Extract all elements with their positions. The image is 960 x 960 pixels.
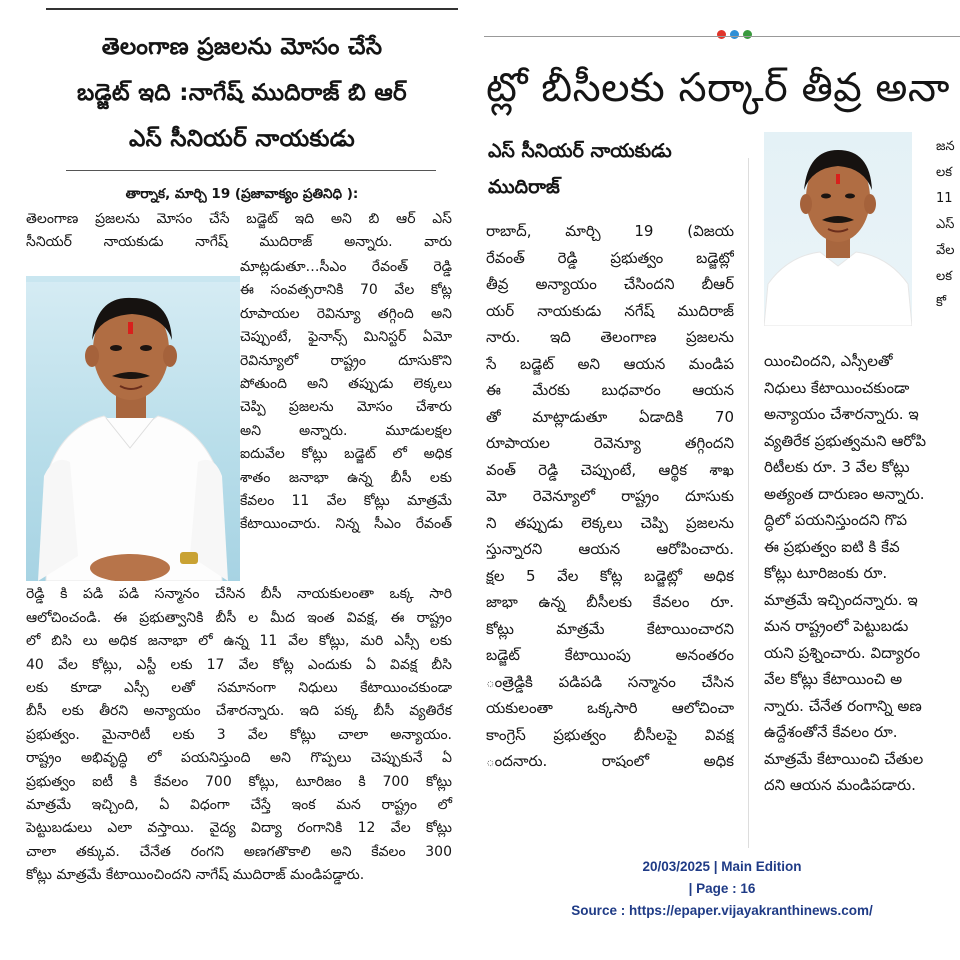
body-line: ప్రభుత్వం ఐటీ కి కేవలం 700 కోట్లు, టూరిజం కి 700 కోట్లు <box>26 774 452 790</box>
body-line: తో మాట్లాడుతూ ఏడాదికి 70 <box>486 408 734 426</box>
body-line: సే బడ్జెట్ అని ఆయన మండిప <box>486 355 734 373</box>
body-line: ప్రభుత్వం. మైనారిటీ లకు 3 వేల కోట్లు చాలా అన్యాయం. <box>26 727 452 743</box>
body-line: జన <box>936 139 955 154</box>
body-line: మన రాష్ట్రంలో పెట్టుబడు <box>764 617 909 635</box>
green-dot-icon <box>743 30 752 39</box>
body-line: రాష్ట్రం అభివృద్ధి లో పయనిస్తుంది అని గొప్పలు చెప్పుకునే ఏ <box>26 750 452 766</box>
body-line: రాబాద్, మార్చి 19 (విజయ <box>486 222 734 240</box>
page-number: | Page : 16 <box>688 881 756 896</box>
edition-date: 20/03/2025 | Main Edition <box>642 859 802 874</box>
body-line: కాంగ్రెస్ ప్రభుత్వం బీసీలపై వివక్ష <box>486 726 734 744</box>
body-line: పోతుంది అని తప్పుడు లెక్కలు <box>240 376 452 392</box>
body-line: ందనారు. రాషంలో అధిక <box>486 752 734 770</box>
body-line: వేల <box>936 243 955 258</box>
person-illustration <box>764 132 912 326</box>
body-line: సీనియర్ నాయకుడు నాగేష్ ముదిరాజ్ అన్నారు. వారు <box>26 234 452 250</box>
headline-rule <box>66 170 436 171</box>
right-headline: ట్లో బీసీలకు సర్కార్ తీవ్ర అనా <box>486 65 950 111</box>
body-line: చెప్పుంటే, ఫైనాన్స్ మినిస్టర్ ఏమో <box>240 329 452 345</box>
body-line: రిటీలకు రూ. 3 వేల కోట్లు <box>764 458 910 476</box>
source-link[interactable]: Source : https://epaper.vijayakranthinews.com/ <box>571 903 873 918</box>
left-headline-line: బడ్జెట్ ఇది :నాగేష్ ముదిరాజ్ బి ఆర్ <box>77 80 407 106</box>
body-line: రూపాయల రెవిన్యూ తగ్గింది అని <box>240 306 452 322</box>
body-line: 11 <box>936 191 953 206</box>
body-line: స్తున్నారని ఆయన ఆరోపించారు. <box>486 540 734 558</box>
body-line: చాలా తక్కువ. చేనేత రంగని అణగతొకాలి అని కేవలం 300 <box>26 844 452 860</box>
body-line: ని తప్పుడు లెక్కలు చెప్పి ప్రజలను <box>486 514 734 532</box>
body-line: తీవ్ర అన్యాయం చేసిందని బీఆర్ <box>486 275 734 293</box>
body-line: బీసీ లకు తీరని అన్యాయం చేశారన్నారు. ఇది పక్క బీసీ వ్యతిరేక <box>26 703 452 719</box>
body-line: వేల కోట్లు కేటాయించి అ <box>764 670 903 688</box>
body-line: కేవలం 11 వేల కోట్లు మాత్రమే <box>240 493 452 509</box>
body-line: క్షల 5 వేల కోట్ల బడ్జెట్లో అధిక <box>486 567 734 585</box>
body-line: జాభా ఉన్న బీసీలకు కేవలం రూ. <box>486 593 734 611</box>
body-line: నారు. ఇది తెలంగాణ ప్రజలను <box>486 328 734 346</box>
body-line: మాత్రమే ఇచ్చిందన్నారు. ఇ <box>764 591 918 609</box>
nagesh-mudiraj-photo <box>26 276 240 581</box>
body-line: మో రెవెన్యూలో రాష్ట్రం దూసుకు <box>486 487 734 505</box>
brand-dots <box>717 24 756 34</box>
body-line: ంత్రెడ్డికి పడిపడి సన్మానం చేసిన <box>486 673 734 691</box>
body-line: పెట్టుబడులు ఎలా వస్తాయి. వైద్య విద్యా రంగానికి 12 వేల కోట్లు <box>26 820 452 836</box>
body-line: ఈ సంవత్సరానికి 70 వేల కోట్ల <box>240 282 452 298</box>
body-line: యని ప్రశ్నించారు. విద్యారం <box>764 644 921 662</box>
body-line: ద్ధిలో పయనిస్తుందని గొప <box>764 511 908 529</box>
body-line: మాత్రమే ఇచ్చింది, ఏ విధంగా చేస్తే ఇంక మన రాష్ట్రం లో <box>26 797 452 813</box>
red-dot-icon <box>717 30 726 39</box>
body-line: యర్ నాయకుడు నగేష్ ముదిరాజ్ <box>486 302 734 320</box>
body-line: శాతం జనాభా ఉన్న బీసీ లకు <box>240 470 452 486</box>
left-article <box>26 8 458 948</box>
body-line: మాత్రమే కేటాయించి చేతుల <box>764 750 924 768</box>
top-rule <box>46 8 458 10</box>
person-illustration <box>26 276 240 581</box>
body-line: ఉద్దేశంతోనే కేవలం రూ. <box>764 723 898 741</box>
body-line: దని ఆయన మండిపడారు. <box>764 776 916 794</box>
body-line: లో బిసి లు అధిక జనాభా లో ఉన్న 11 వేల కోట్లు, మరి ఎస్సీ లకు <box>26 633 452 649</box>
body-line: చెప్పి ప్రజలను మోసం చేశారు <box>240 399 452 415</box>
body-line: మాట్లడుతూ…సీఎం రేవంత్ రెడ్డి <box>240 259 452 275</box>
body-line: లక <box>936 269 953 284</box>
right-subhead: ముదిరాజ్ <box>488 176 560 198</box>
body-line: కోట్లు టూరిజంకు రూ. <box>764 564 888 582</box>
body-line: రేవంత్ రెడ్డి ప్రభుత్వం బడ్జెట్లో <box>486 249 734 267</box>
left-dateline: తార్నాక, మార్చి 19 (ప్రజావాక్యం ప్రతినిధి ): <box>125 186 359 202</box>
source-info <box>484 856 960 922</box>
top-rule <box>484 36 960 37</box>
body-line: వ్యతిరేక ప్రభుత్వమని ఆరోపి <box>764 432 927 450</box>
body-line: కోట్లు మాత్రమే కేటాయించిందని నాగేష్ ముదిరాజ్ మండిపడ్డారు. <box>26 867 365 883</box>
body-line: అన్యాయం చేశారన్నారు. ఇ <box>764 405 919 423</box>
column-divider <box>748 158 749 848</box>
body-line: అత్యంత దారుణం అన్నారు. <box>764 485 925 503</box>
body-line: నిధులు కేటాయించకుండా <box>764 379 910 397</box>
body-line: ఈ ప్రభుత్వం ఐటి కి కేవ <box>764 538 900 556</box>
left-headline <box>26 24 458 162</box>
body-line: కోట్లు మాత్రమే కేటాయించారని <box>486 620 734 638</box>
body-line: ఆలోచించండి. ఈ ప్రభుత్వానికి బీసీ ల మీద ఇంత వివక్ష, ఈ రాష్ట్రం <box>26 610 452 626</box>
body-line: న్నారు. చేనేత రంగాన్ని అణ <box>764 697 922 715</box>
right-article <box>484 18 960 958</box>
blue-dot-icon <box>730 30 739 39</box>
body-line: వంత్ రెడ్డి చెప్పుంటే, ఆర్థిక శాఖ <box>486 461 734 479</box>
body-line: రెవిన్యూలో రాష్ట్రం దూసుకొని <box>240 353 452 369</box>
right-subhead: ఎస్ సీనియర్ నాయకుడు <box>488 140 672 162</box>
body-line: రెడ్డి కి పడి పడి సన్మానం చేసిన బీసీ నాయకులంతా ఒక్క సారి <box>26 586 452 602</box>
left-headline-line: ఎస్ సీనియర్ నాయకుడు <box>128 126 356 152</box>
body-line: తెలంగాణ ప్రజలను మోసం చేసే బడ్జెట్ ఇది అని బి ఆర్ ఎస్ <box>26 211 452 227</box>
body-line: లకు కూడా ఎస్సీ లతో సమానంగా నిధులు కేటాయించకుండా <box>26 680 452 696</box>
body-line: రూపాయల రెవెన్యూ తగ్గిందని <box>486 434 734 452</box>
body-line: అని అన్నారు. మూడులక్షల <box>240 423 452 439</box>
body-line: బడ్జెట్ కేటాయింపు అనంతరం <box>486 646 734 664</box>
nagesh-mudiraj-photo-right <box>764 132 912 326</box>
body-line: ఐదువేల కోట్లు బడ్జెట్ లో అధిక <box>240 446 452 462</box>
body-line: కో <box>936 295 947 310</box>
body-line: లక <box>936 165 953 180</box>
body-line: యించిందని, ఎస్సీలతో <box>764 352 893 370</box>
left-headline-line: తెలంగాణ ప్రజలను మోసం చేసే <box>101 34 383 60</box>
body-line: కేటాయించారు. నిన్న సీఎం రేవంత్ <box>240 516 452 532</box>
body-line: యకులంతా ఒక్కసారి ఆలోచించా <box>486 699 734 717</box>
body-line: ఈ మేరకు బుధవారం ఆయన <box>486 381 734 399</box>
body-line: ఎస్ <box>936 217 955 232</box>
body-line: 40 వేల కోట్లు, ఎస్టీ లకు 17 వేల కోట్ల ఎందుకు ఏ వివక్ష బీసి <box>26 657 452 673</box>
